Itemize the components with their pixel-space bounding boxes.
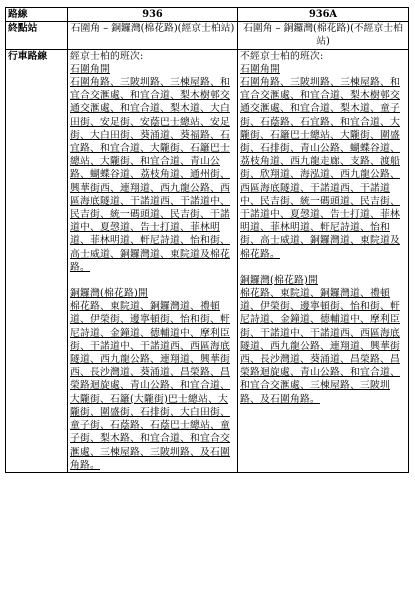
route-label: 行車路線 [6, 49, 68, 472]
terminus-936a: 石圍角 – 銅鑼灣(棉花路)(不經京士柏站) [238, 22, 409, 49]
route-row [6, 49, 409, 472]
route-936a-cell [238, 49, 409, 472]
route-936a-inbound-body: 棉花路、東院道、銅鑼灣道、禮頓道、伊榮街、邊寧頓街、怡和街、軒尼詩道、金鐘道、德輔道中、摩利臣街、干諾道中、干諾道西、西區海底隧道、西九龍公路、連翔道、興華街西、長沙灣道、葵涌道、昌榮路、昌榮路迴旋處、青山公路、和宜合道、和宜合交滙處、三棟屋路、三陂圳路、及石圍角路。 [240, 288, 400, 405]
terminus-936: 石圍角 – 銅鑼灣(棉花路)(經京士柏站) [68, 22, 238, 49]
route-936a-inbound-heading: 銅鑼灣(棉花路)開 [240, 274, 319, 286]
terminus-row [6, 22, 409, 49]
route-table [5, 7, 409, 473]
route-936a-outbound-heading: 石圍角開 [240, 63, 280, 75]
header-route-936: 936 [68, 8, 238, 22]
route-936a-outbound-body: 石圍角路、三陂圳路、三棟屋路、和宜合交滙處、和宜合道、梨木樹邨交通交滙處、和宜合道、梨木道、童子街、石蔭路、石宜路、和宜合道、大隴街、石籬巴士總站、大隴街、圍盛街、石排街、青山公路、蝴蝶谷道、荔枝角道、西九龍走廊、支路、渡船街、欣翔道、海泓道、西九龍公路、西區海底隧道、干諾道西、干諾道中、民吉街、統一碼頭道、民吉街、干諾道中、夏愨道、告士打道、菲林明道、菲林明道、軒尼詩道、怡和街、高士威道、銅鑼灣道、東院道及棉花路。 [240, 77, 400, 260]
route-936a-title: 不經京士柏的班次: [240, 50, 324, 62]
route-936-inbound-heading: 銅鑼灣(棉花路)開 [70, 288, 149, 300]
terminus-label: 終點站 [6, 22, 68, 49]
route-936-inbound-body: 棉花路、東院道、銅鑼灣道、禮頓道、伊榮街、邊寧頓街、怡和街、軒尼詩道、金鐘道、德輔道中、摩利臣街、干諾道中、干諾道西、西區海底隧道、西九龍公路、連翔道、興華街西、長沙灣道、葵涌道、昌榮路、昌榮路迴旋處、青山公路、和宜合道、大隴街、石籬(大隴街)巴士總站、大隴街、圍盛街、石排街、大白田街、童子街、石蔭路、石蔭巴士總站、童子街、梨木路、和宜合道、和宜合交滙處、三棟屋路、三陂圳路、及石圍角路。 [70, 301, 230, 471]
route-936-cell [68, 49, 238, 472]
route-936-outbound-heading: 石圍角開 [70, 63, 110, 75]
header-row [6, 8, 409, 22]
header-route-936a: 936A [238, 8, 409, 22]
route-936-outbound-body: 石圍角路、三陂圳路、三棟屋路、和宜合交滙處、和宜合道、梨木樹邨交通交滙處、和宜合道、梨木道、大白田街、安足街、安蔭巴士總站、安足街、大白田街、葵涌道、葵福路、石宜路、和宜合道、大隴街、石籬巴士總站、大隴街、和宜合道、青山公路、蝴蝶谷道、荔枝角道、通州街、興華街西、連翔道、西九龍公路、西區海底隧道、干諾道西、干諾道中、民吉街、統一碼頭道、民吉街、干諾道中、夏愨道、告士打道、菲林明道、菲林明道、軒尼詩道、怡和街、高士威道、銅鑼灣道、東院道及棉花路。 [70, 77, 230, 273]
route-936-title: 經京士柏的班次: [70, 50, 144, 62]
header-label: 路線 [6, 8, 68, 22]
